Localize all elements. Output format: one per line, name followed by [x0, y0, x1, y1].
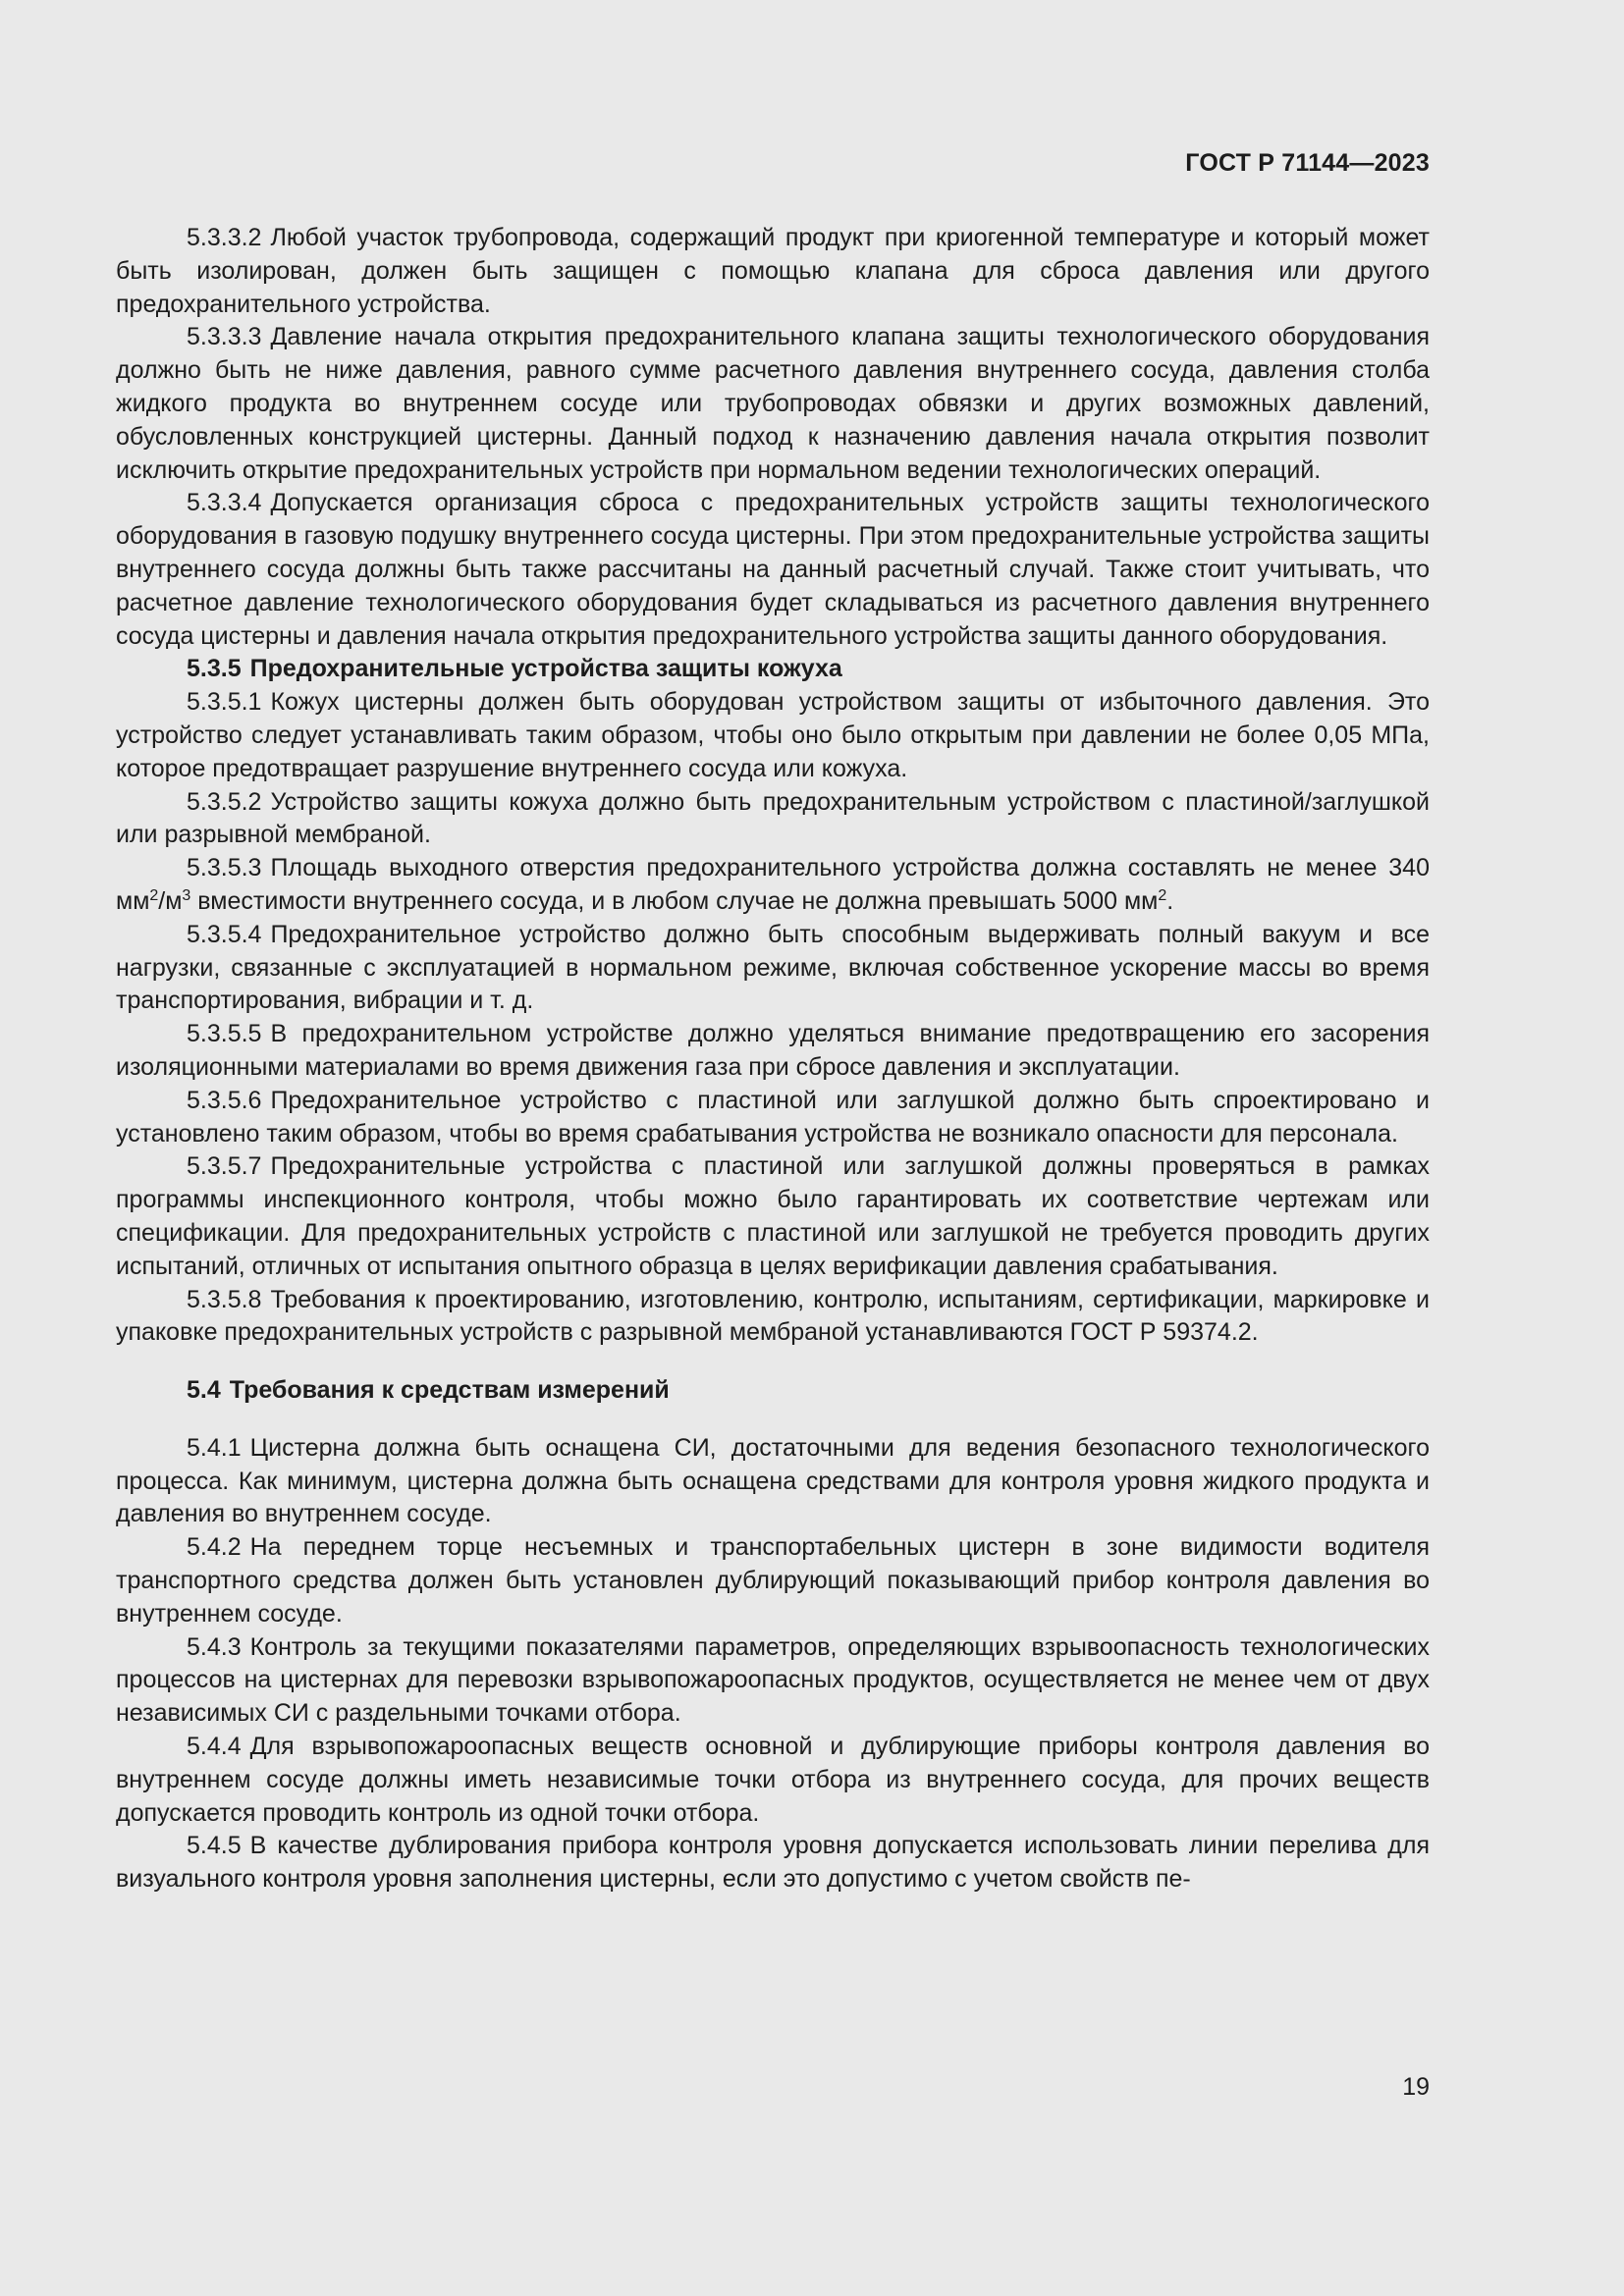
paragraph-number: 5.4.5: [187, 1832, 242, 1860]
paragraph-5-3-3-3: [116, 321, 1430, 487]
paragraph-5-3-5-1: [116, 686, 1430, 785]
paragraph-number: 5.3.5.3: [187, 854, 262, 882]
paragraph-number: 5.3.3.2: [187, 224, 262, 251]
paragraph-number: 5.3.5.7: [187, 1152, 262, 1181]
paragraph-number: 5.3.3.4: [187, 489, 262, 517]
heading-number: 5.4: [187, 1376, 221, 1405]
section-heading-5-4: [116, 1374, 1430, 1408]
superscript: 2: [1158, 886, 1167, 904]
paragraph-number: 5.4.4: [187, 1733, 242, 1761]
page-number: 19: [1402, 2073, 1430, 2101]
paragraph-5-3-5-6: [116, 1085, 1430, 1151]
superscript: 3: [182, 886, 191, 904]
paragraph-5-3-5-7: [116, 1150, 1430, 1283]
paragraph-number: 5.3.3.3: [187, 323, 262, 351]
paragraph-number: 5.3.5.2: [187, 787, 262, 816]
paragraph-number: 5.4.2: [187, 1533, 242, 1562]
paragraph-text: Допускается организация сброса с предохранительных устройств защиты технологического оборудования в газовую подушку внутреннего сосуда цистерны. При этом предохранительные устройства защиты внутреннего сосуда должны быть также рассчитаны на данный расчетный случай. Также стоит учитывать, что расчетное давление технологического оборудования будет складываться из расчетного давления внутреннего сосуда цистерны и давления начала открытия предохранительного устройства защиты данного оборудования.: [116, 489, 1430, 650]
paragraph-number: 5.3.5.1: [187, 688, 262, 717]
paragraph-text: Предохранительные устройства с пластиной или заглушкой должны проверяться в рамках программы инспекционного контроля, чтобы можно было гарантировать их соответствие чертежам или спецификации. Для предохранительных устройств с пластиной или заглушкой не требуется проводить других испытаний, отличных от испытания опытного образца в целях верификации давления срабатывания.: [116, 1152, 1430, 1280]
paragraph-5-3-3-4: [116, 487, 1430, 653]
paragraph-5-3-5-4: [116, 919, 1430, 1018]
paragraph-5-3-5-5: [116, 1018, 1430, 1085]
paragraph-text: Предохранительное устройство должно быть способным выдерживать полный вакуум и все нагрузки, связанные с эксплуатацией в нормальном режиме, включая собственное ускорение массы во время транспортирования, вибрации и т. д.: [116, 920, 1430, 1015]
paragraph-text: В качестве дублирования прибора контроля уровня допускается использовать линии перелива для визуального контроля уровня заполнения цистерны, если это допустимо с учетом свойств пе-: [116, 1832, 1430, 1894]
paragraph-number: 5.3.5.4: [187, 920, 262, 948]
paragraph-text: Давление начала открытия предохранительного клапана защиты технологического оборудования должно быть не ниже давления, равного сумме расчетного давления внутреннего сосуда, давления столба жидкого продукта во внутреннем сосуде или трубопроводах обвязки и других возможных давлений, обусловленных конструкцией цистерны. Данный подход к назначению давления начала открытия позволит исключить открытие предохранительных устройств при нормальном ведении технологических операций.: [116, 323, 1430, 484]
paragraph-number: 5.3.5.8: [187, 1285, 262, 1313]
paragraph-5-4-3: [116, 1631, 1430, 1731]
paragraph-text: Требования к проектированию, изготовлению, контролю, испытаниям, сертификации, маркировке и упаковке предохранительных устройств с разрывной мембраной устанавливаются ГОСТ Р 59374.2.: [116, 1285, 1430, 1347]
paragraph-text: Цистерна должна быть оснащена СИ, достаточными для ведения безопасного технологического процесса. Как минимум, цистерна должна быть оснащена средствами для контроля уровня жидкого продукта и давления во внутреннем сосуде.: [116, 1433, 1430, 1528]
paragraph-5-4-1: [116, 1432, 1430, 1531]
paragraph-text: Предохранительное устройство с пластиной или заглушкой должно быть спроектировано и установлено таким образом, чтобы во время срабатывания устройства не возникало опасности для персонала.: [116, 1086, 1430, 1148]
paragraph-text: Контроль за текущими показателями параметров, определяющих взрывоопасность технологических процессов на цистернах для перевозки взрывопожароопасных продуктов, осуществляется не менее чем от двух независимых СИ с раздельными точками отбора.: [116, 1632, 1430, 1728]
section-heading-5-3-5: [116, 653, 1430, 686]
paragraph-text: Кожух цистерны должен быть оборудован устройством защиты от избыточного давления. Это устройство следует устанавливать таким образом, чтобы оно было открытым при давлении не более 0,05 МПа, которое предотвращает разрушение внутреннего сосуда или кожуха.: [116, 688, 1430, 782]
paragraph-number: 5.4.1: [187, 1433, 242, 1462]
paragraph-text: /м: [158, 886, 183, 915]
paragraph-text: В предохранительном устройстве должно уделяться внимание предотвращению его засорения изоляционными материалами во время движения газа при сбросе давления и эксплуатации.: [116, 1020, 1430, 1081]
paragraph-text: Устройство защиты кожуха должно быть предохранительным устройством с пластиной/заглушкой или разрывной мембраной.: [116, 787, 1430, 849]
heading-number: 5.3.5: [187, 655, 242, 683]
paragraph-number: 5.3.5.6: [187, 1086, 262, 1114]
heading-text: Предохранительные устройства защиты кожуха: [249, 655, 842, 683]
paragraph-5-4-5: [116, 1830, 1430, 1896]
document-header: ГОСТ Р 71144—2023: [1185, 149, 1430, 177]
paragraph-number: 5.4.3: [187, 1632, 242, 1661]
paragraph-text: Для взрывопожароопасных веществ основной и дублирующие приборы контроля давления во внутреннем сосуде должны иметь независимые точки отбора из внутреннего сосуда, для прочих веществ допускается проводить контроль из одной точки отбора.: [116, 1733, 1430, 1827]
paragraph-5-3-3-2: [116, 222, 1430, 321]
paragraph-text: На переднем торце несъемных и транспортабельных цистерн в зоне видимости водителя транспортного средства должен быть установлен дублирующий показывающий прибор контроля давления во внутреннем сосуде.: [116, 1533, 1430, 1628]
paragraph-number: 5.3.5.5: [187, 1020, 262, 1048]
paragraph-text: Любой участок трубопровода, содержащий продукт при криогенной температуре и который может быть изолирован, должен быть защищен с помощью клапана для сброса давления или другого предохранительного устройства.: [116, 224, 1430, 318]
paragraph-5-4-4: [116, 1731, 1430, 1830]
heading-text: Требования к средствам измерений: [229, 1376, 670, 1405]
paragraph-5-3-5-8: [116, 1284, 1430, 1351]
paragraph-5-3-5-3: [116, 852, 1430, 919]
paragraph-text: .: [1166, 886, 1174, 915]
document-body: [116, 222, 1430, 1896]
paragraph-text: вместимости внутреннего сосуда, и в любом случае не должна превышать 5000 мм: [190, 886, 1159, 915]
paragraph-5-3-5-2: [116, 786, 1430, 853]
paragraph-5-4-2: [116, 1531, 1430, 1630]
superscript: 2: [149, 886, 159, 904]
paragraph-text: Площадь выходного отверстия предохранительного устройства должна составлять не менее 340 мм: [116, 854, 1430, 915]
